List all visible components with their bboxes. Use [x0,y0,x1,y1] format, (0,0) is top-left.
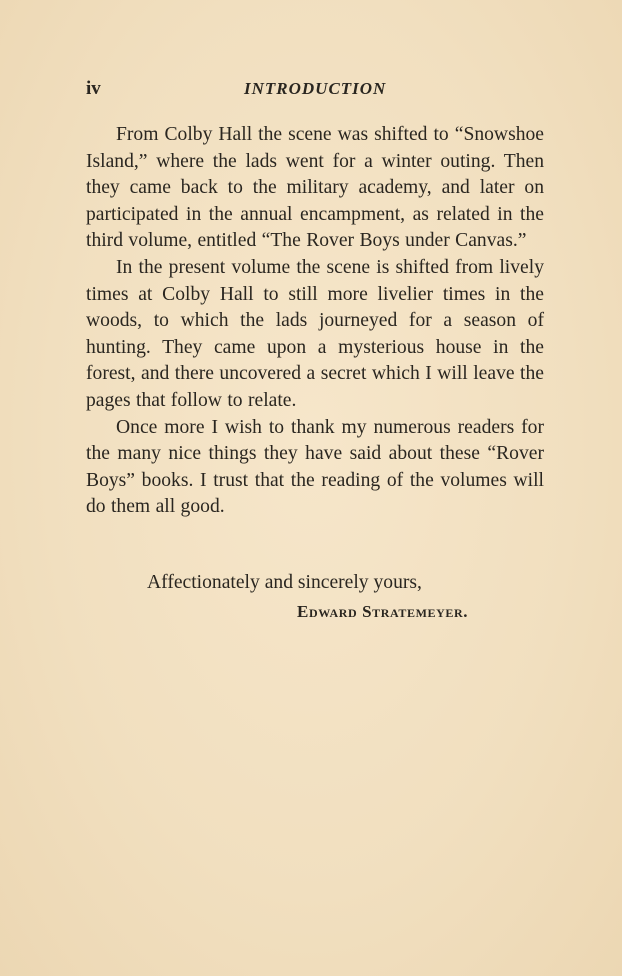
author-signature: Edward Stratemeyer. [297,602,469,621]
closing-line: Affectionately and sincerely yours, [147,572,422,593]
introduction-body [86,122,544,521]
section-title: INTRODUCTION [244,79,387,98]
paragraph: Once more I wish to thank my numerous readers for the many nice things they have said about these “Rover Boys” books. I trust that the reading of the volumes will do them all good. [86,416,544,518]
running-head [86,78,544,102]
paragraph: From Colby Hall the scene was shifted to “Snowshoe Island,” where the lads went for a winter outing. Then they came back to the military academy, and later on participated in the annual encampment, as related in the third volume, entitled “The Rover Boys under Canvas.” [86,124,544,252]
page-number: iv [86,78,101,99]
paragraph: In the present volume the scene is shifted from lively times at Colby Hall to still more livelier times in the woods, to which the lads journeyed for a season of hunting. They came upon a mysterious house in the forest, and there uncovered a secret which I will leave the pages that follow to relate. [86,256,544,411]
